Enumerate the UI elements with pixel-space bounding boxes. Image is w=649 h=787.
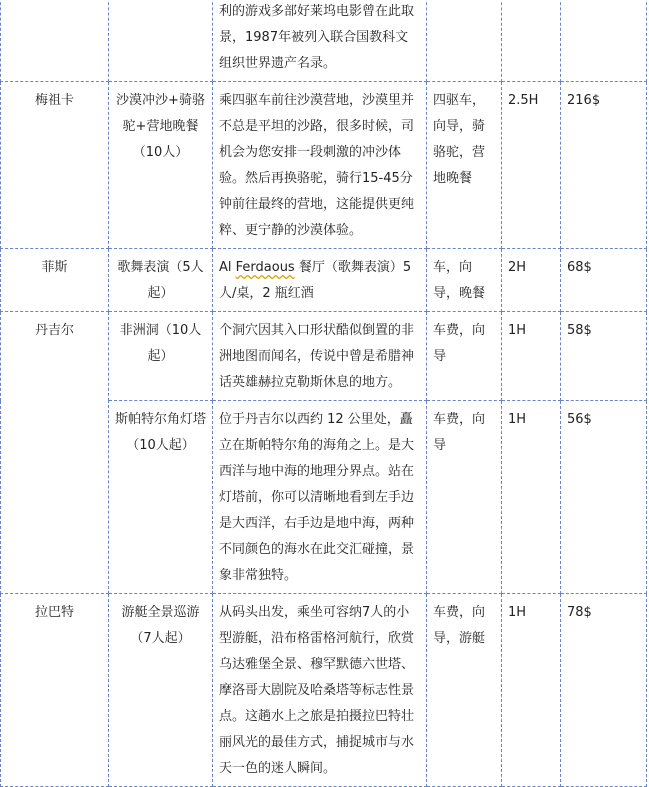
city-cell: 丹吉尔	[1, 312, 109, 594]
includes-cell: 车费，向导，游艇	[427, 594, 502, 787]
duration-cell: 1H	[502, 594, 561, 787]
duration-cell: 2H	[502, 249, 561, 312]
description-cell: 个洞穴因其入口形状酷似倒置的非洲地图而闻名，传说中曾是希腊神话英雄赫拉克勒斯休息的地方。	[213, 312, 427, 401]
includes-cell: 四驱车，向导，骑骆驼，营地晚餐	[427, 82, 502, 249]
includes-cell: 车费，向导	[427, 312, 502, 401]
price-cell: 216$	[561, 82, 647, 249]
project-cell: 歌舞表演（5人起）	[109, 249, 213, 312]
price-cell	[561, 0, 647, 82]
table-row	[1, 249, 647, 312]
city-cell: 梅祖卡	[1, 82, 109, 249]
duration-cell: 1H	[502, 312, 561, 401]
restaurant-name: Ferdaous	[235, 260, 295, 275]
price-cell: 56$	[561, 401, 647, 594]
project-cell: 斯帕特尔角灯塔（10人起）	[109, 401, 213, 594]
project-cell	[109, 0, 213, 82]
city-cell: 拉巴特	[1, 594, 109, 787]
table-row	[1, 312, 647, 401]
table-row	[1, 82, 647, 249]
price-cell: 68$	[561, 249, 647, 312]
description-cell	[213, 249, 427, 312]
duration-cell: 2.5H	[502, 82, 561, 249]
description-cell: 利的游戏多部好莱坞电影曾在此取景，1987年被列入联合国教科文组织世界遗产名录。	[213, 0, 427, 82]
price-cell: 58$	[561, 312, 647, 401]
includes-cell: 车费，向导	[427, 401, 502, 594]
table-row	[1, 594, 647, 787]
duration-cell: 1H	[502, 401, 561, 594]
description-cell: 乘四驱车前往沙漠营地，沙漠里并不总是平坦的沙路，很多时候，司机会为您安排一段刺激的冲沙体验。然后再换骆驼，骑行15-45分钟前往最终的营地，这能提供更纯粹、更宁静的沙漠体验。	[213, 82, 427, 249]
description-prefix: Al	[219, 260, 236, 275]
price-cell: 78$	[561, 594, 647, 787]
description-cell: 从码头出发，乘坐可容纳7人的小型游艇，沿布格雷格河航行，欣赏乌达雅堡全景、穆罕默德六世塔、摩洛哥大剧院及哈桑塔等标志性景点。这趟水上之旅是拍摄拉巴特壮丽风光的最佳方式，捕捉城市与水天一色的迷人瞬间。	[213, 594, 427, 787]
description-cell: 位于丹吉尔以西约 12 公里处，矗立在斯帕特尔角的海角之上。是大西洋与地中海的地理分界点。站在灯塔前，你可以清晰地看到左手边是大西洋，右手边是地中海，两种不同颜色的海水在此交汇碰撞，景象非常独特。	[213, 401, 427, 594]
duration-cell	[502, 0, 561, 82]
project-cell: 沙漠冲沙+骑骆驼+营地晚餐（10人）	[109, 82, 213, 249]
description-suffix: 餐厅（歌舞表演）5 人/桌，2 瓶红酒	[219, 260, 412, 301]
includes-cell: 车，向导，晚餐	[427, 249, 502, 312]
project-cell: 非洲洞（10人起）	[109, 312, 213, 401]
project-cell: 游艇全景巡游（7人起）	[109, 594, 213, 787]
includes-cell	[427, 0, 502, 82]
city-cell: 菲斯	[1, 249, 109, 312]
table-row	[1, 0, 647, 82]
city-cell	[1, 0, 109, 82]
